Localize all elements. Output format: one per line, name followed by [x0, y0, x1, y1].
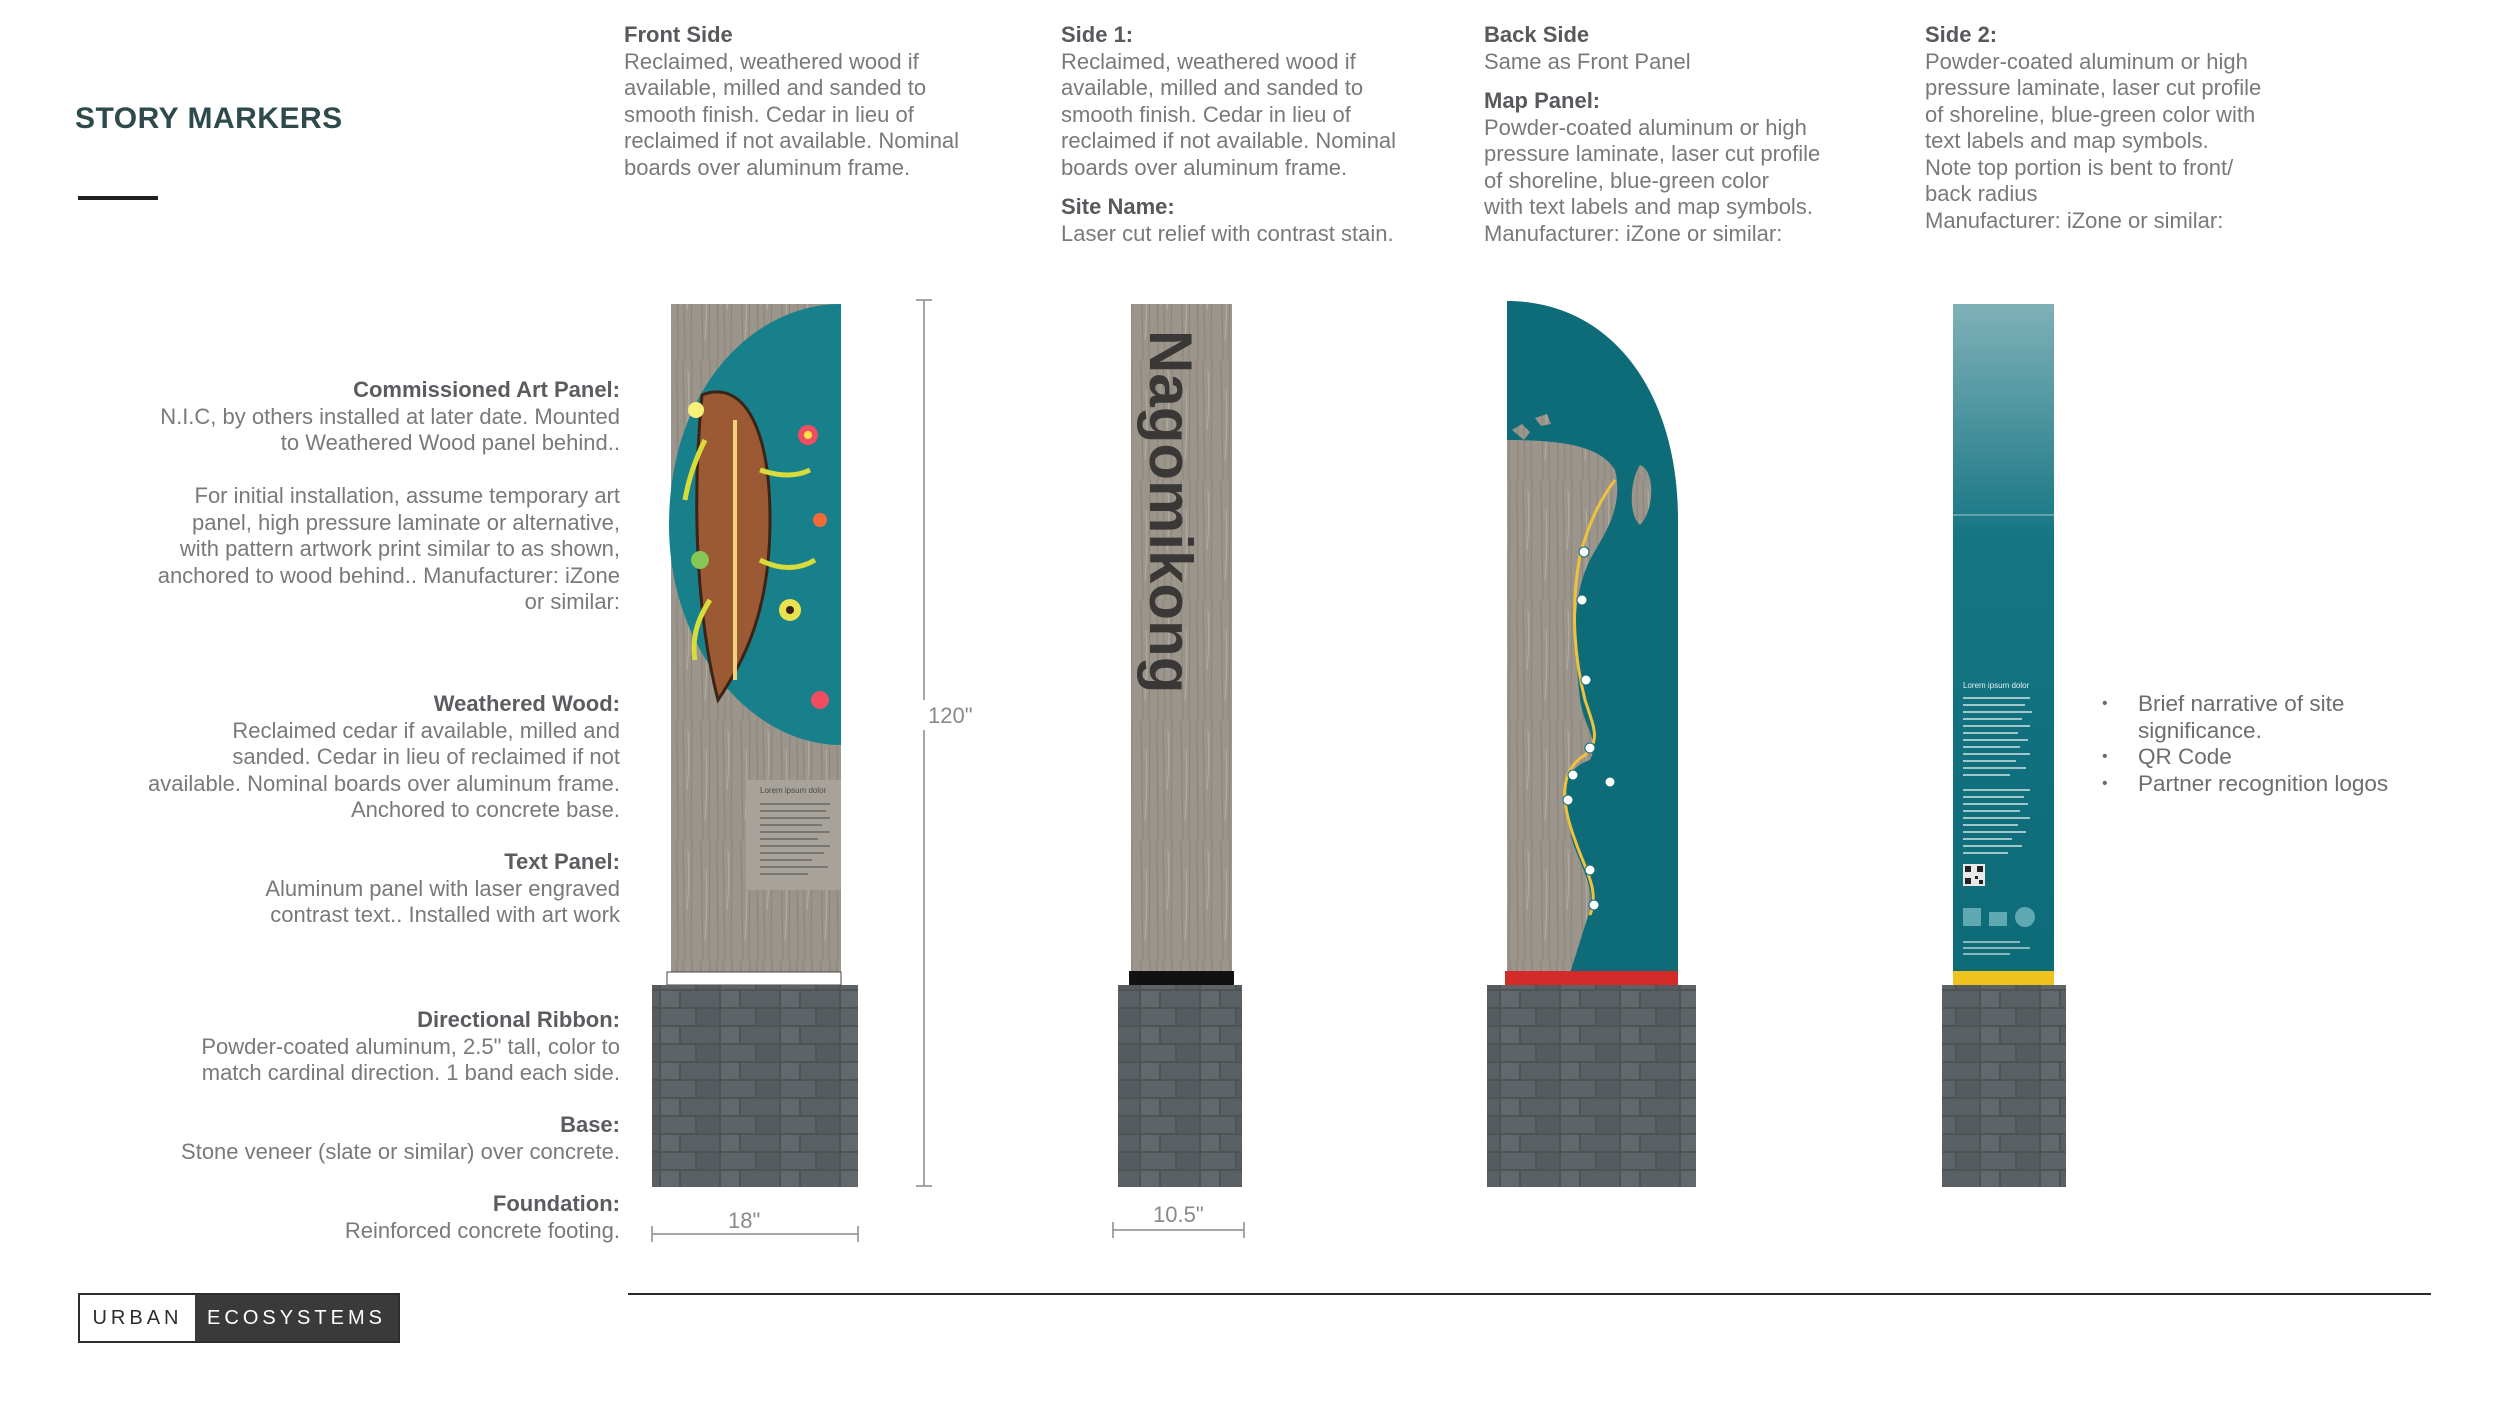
text-line: of shoreline, blue-green color with [1925, 101, 2256, 127]
directional-ribbon [1129, 971, 1234, 985]
logo-right-text: ECOSYSTEMS [195, 1295, 398, 1341]
text-line: Reclaimed cedar if available, milled and [232, 717, 620, 743]
text-line: Reclaimed, weathered wood if [1061, 48, 1356, 74]
side1-marker [1118, 304, 1242, 1187]
label-heading: Directional Ribbon: [417, 1007, 620, 1032]
text-line: reclaimed if not available. Nominal [1061, 128, 1397, 153]
page-title: STORY MARKERS [75, 102, 343, 135]
text-line: smooth finish. Cedar in lieu of [624, 101, 914, 127]
partner-logo-rect-icon [1989, 912, 2007, 926]
label-heading: Commissioned Art Panel: [353, 377, 620, 402]
text-line: with text labels and map symbols. [1484, 194, 1813, 219]
stone-base [1942, 985, 2066, 1187]
text-line: contrast text.. Installed with art work [270, 902, 620, 927]
bullet-item: • QR Code [2100, 744, 2398, 771]
stone-base [1487, 985, 1696, 1187]
text-line: Note top portion is bent to front/ [1925, 154, 2234, 180]
front-width-label: 18" [728, 1208, 761, 1233]
text-line: boards over aluminum frame. [624, 154, 911, 180]
label-heading: Text Panel: [504, 849, 620, 874]
text-line: smooth finish. Cedar in lieu of [1061, 101, 1351, 127]
text-line: to Weathered Wood panel behind.. [280, 430, 620, 455]
text-line: pressure laminate, laser cut profile [1925, 75, 2262, 100]
text-line: boards over aluminum frame. [1061, 154, 1348, 180]
label-heading: Base: [560, 1112, 620, 1137]
text-line: Same as Front Panel [1484, 48, 1691, 74]
text-line: available, milled and sanded to [624, 75, 927, 100]
site-name-relief: Nagomikong [1137, 330, 1204, 694]
text-line: pressure laminate, laser cut profile [1484, 141, 1821, 166]
side-width-label: 10.5" [1153, 1202, 1204, 1227]
stone-base [1118, 985, 1242, 1187]
text-line: Aluminum panel with laser engraved [265, 875, 620, 901]
side1-heading: Side 1: [1061, 22, 1134, 47]
back-side-marker [1487, 301, 1696, 1187]
side2-marker [1942, 304, 2066, 1187]
text-line: Manufacturer: iZone or similar: [1484, 220, 1783, 246]
text-line: Anchored to concrete base. [350, 797, 620, 822]
text-line: Reinforced concrete footing. [344, 1217, 620, 1243]
text-line: match cardinal direction. 1 band each side. [201, 1060, 620, 1085]
directional-ribbon [667, 972, 841, 985]
text-line: Powder-coated aluminum, 2.5" tall, color to [201, 1033, 620, 1059]
text-line: with pattern artwork print similar to as shown, [179, 536, 620, 561]
side2-text-heading: Lorem ipsum dolor [1963, 681, 2030, 690]
text-line: reclaimed if not available. Nominal [624, 128, 960, 153]
footer-rule [628, 1293, 2431, 1295]
text-panel-heading: Lorem ipsum dolor [760, 786, 827, 795]
side-width-dimension [1113, 1202, 1244, 1238]
text-line: text labels and map symbols. [1925, 128, 2209, 153]
text-line: Powder-coated aluminum or high [1484, 114, 1807, 140]
partner-logo-circle-icon [2015, 907, 2035, 927]
text-line: available. Nominal boards over aluminum frame. [148, 770, 620, 796]
text-line: Stone veneer (slate or similar) over concrete. [181, 1138, 620, 1164]
text-line: available, milled and sanded to [1061, 75, 1364, 100]
front-side-marker [652, 304, 858, 1187]
text-line: Reclaimed, weathered wood if [624, 48, 919, 74]
text-line: For initial installation, assume temporary art [194, 483, 620, 508]
directional-ribbon [1505, 971, 1678, 985]
bullet-item: • Partner recognition logos [2100, 771, 2398, 798]
side2-heading: Side 2: [1925, 22, 1998, 47]
text-line: sanded. Cedar in lieu of reclaimed if not [232, 744, 620, 769]
front-width-dimension [652, 1208, 858, 1242]
label-heading: Weathered Wood: [433, 691, 620, 716]
text-line: N.I.C, by others installed at later date. Mounted [160, 403, 620, 429]
text-line: anchored to wood behind.. Manufacturer: iZone [157, 562, 620, 588]
front-side-heading: Front Side [624, 22, 733, 47]
text-line: or similar: [524, 589, 620, 614]
text-line: Manufacturer: iZone or similar: [1925, 207, 2224, 233]
partner-logo-square-icon [1963, 908, 1981, 926]
text-line: Laser cut relief with contrast stain. [1061, 220, 1394, 246]
height-dimension [916, 300, 980, 1186]
site-name-heading: Site Name: [1061, 194, 1175, 219]
urban-ecosystems-logo [78, 1293, 400, 1343]
bullet-item: • Brief narrative of site significance. [2100, 691, 2398, 744]
text-line: back radius [1925, 181, 2038, 206]
text-line: of shoreline, blue-green color [1484, 167, 1769, 193]
height-label: 120" [928, 703, 973, 728]
stone-base [652, 985, 858, 1187]
text-line: panel, high pressure laminate or alternative, [191, 509, 620, 535]
text-line: Powder-coated aluminum or high [1925, 48, 2248, 74]
logo-left-text: URBAN [92, 1306, 183, 1329]
label-heading: Foundation: [492, 1191, 620, 1216]
back-side-heading: Back Side [1484, 22, 1590, 47]
map-panel-heading: Map Panel: [1484, 88, 1601, 113]
directional-ribbon [1953, 971, 2054, 985]
